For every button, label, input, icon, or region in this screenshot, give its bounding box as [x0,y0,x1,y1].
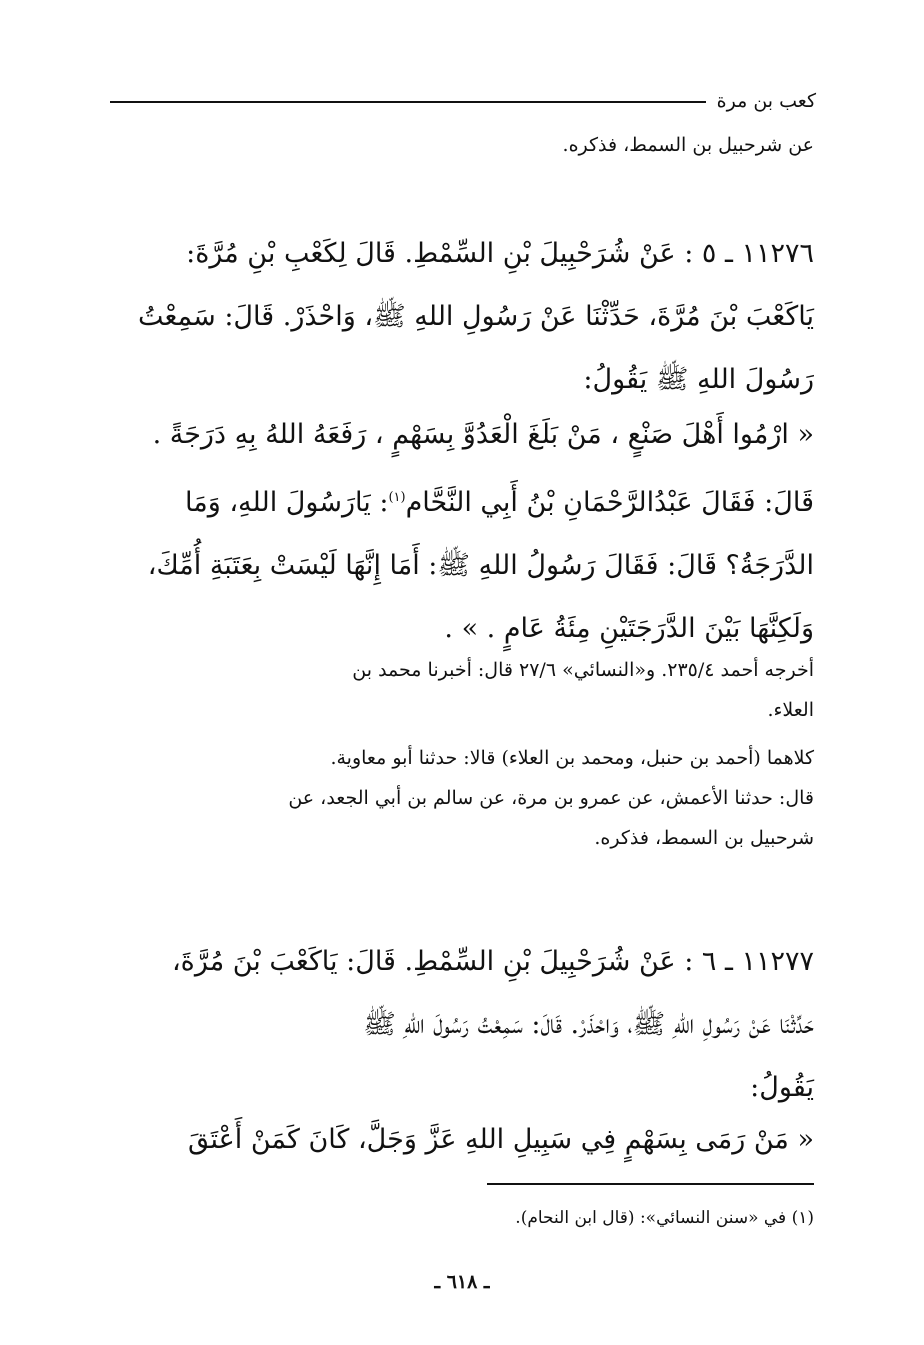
footnote-rule [487,1183,814,1185]
hadith-11276-line-1: ١١٢٧٦ ـ ٥ : عَنْ شُرَحْبِيلَ بْنِ السِّمْطِ. قَالَ لِكَعْبِ بْنِ مُرَّةَ: [186,238,814,269]
hadith-11276-text-line-2 [110,466,814,534]
footnote: (١) في «سنن النسائي»: (قال ابن النحام). [515,1208,814,1228]
chapter-title: كعب بن مرة [716,90,816,112]
footnote-marker[interactable]: (١) [388,490,406,505]
hadith-11277-isnad [110,930,814,1119]
takhrij-line-5: شرحبيل بن السمط، فذكره. [594,827,814,849]
hadith-11276-text [110,403,814,660]
takhrij-11276 [110,650,814,858]
hadith-11276-text-line-2-end: : يَارَسُولَ اللهِ، وَمَا [185,487,389,518]
header-rule [110,101,706,103]
hadith-11276-text-line-4: وَلَكِنَّهَا بَيْنَ الدَّرَجَتَيْنِ مِئَةُ عَامٍ . » . [444,613,814,644]
hadith-11276-text-line-3: الدَّرَجَةُ؟ قَالَ: فَقَالَ رَسُولُ اللهِ ﷺ: أَمَا إِنَّهَا لَيْسَتْ بِعَتَبَةِ أُمِّكَ، [147,550,814,581]
takhrij-line-4: قال: حدثنا الأعمش، عن عمرو بن مرة، عن سالم بن أبي الجعد، عن [288,787,814,809]
hadith-11277-line-2: حَدِّثْنَا عَنْ رَسُولِ اللهِ ﷺ، وَاحْذَرْ. قَالَ: سَمِعْتُ رَسُولَ اللهِ ﷺ [363,1009,814,1040]
hadith-11276-text-line-2-start: قَالَ: فَقَالَ عَبْدُالرَّحْمَانِ بْنُ أَبِي النَّحَّام [405,487,814,518]
takhrij-spacer [110,730,814,738]
takhrij-line-2: العلاء. [767,699,814,721]
page-number: ـ ٦١٨ ـ [434,1271,490,1293]
hadith-11276-line-3: رَسُولَ اللهِ ﷺ يَقُولُ: [583,364,814,395]
hadith-11276-isnad [110,222,814,411]
hadith-11276-line-2: يَاكَعْبَ بْنَ مُرَّةَ، حَدِّثْنَا عَنْ رَسُولِ اللهِ ﷺ، وَاحْذَرْ. قَالَ: سَمِعْتُ [137,301,814,332]
takhrij-line-3: كلاهما (أحمد بن حنبل، ومحمد بن العلاء) قالا: حدثنا أبو معاوية. [330,747,814,769]
hadith-11277-text [110,1108,814,1171]
hadith-11277-line-1: ١١٢٧٧ ـ ٦ : عَنْ شُرَحْبِيلَ بْنِ السِّمْطِ. قَالَ: يَاكَعْبَ بْنَ مُرَّةَ، [171,946,814,977]
running-header [110,86,816,116]
takhrij-line-1: أخرجه أحمد ٢٣٥/٤. و«النسائي» ٢٧/٦ قال: أخبرنا محمد بن [352,659,814,681]
hadith-11277-line-3: يَقُولُ: [750,1072,814,1103]
hadith-11277-text-line-1: « مَنْ رَمَى بِسَهْمٍ فِي سَبِيلِ اللهِ عَزَّ وَجَلَّ، كَانَ كَمَنْ أَعْتَقَ [188,1124,814,1155]
hadith-11276-text-line-1: « ارْمُوا أَهْلَ صَنْعٍ ، مَنْ بَلَغَ الْعَدُوَّ بِسَهْمٍ ، رَفَعَهُ اللهُ بِهِ دَرَجَةً . [152,419,814,450]
intro-line: عن شرحبيل بن السمط، فذكره. [562,134,814,156]
